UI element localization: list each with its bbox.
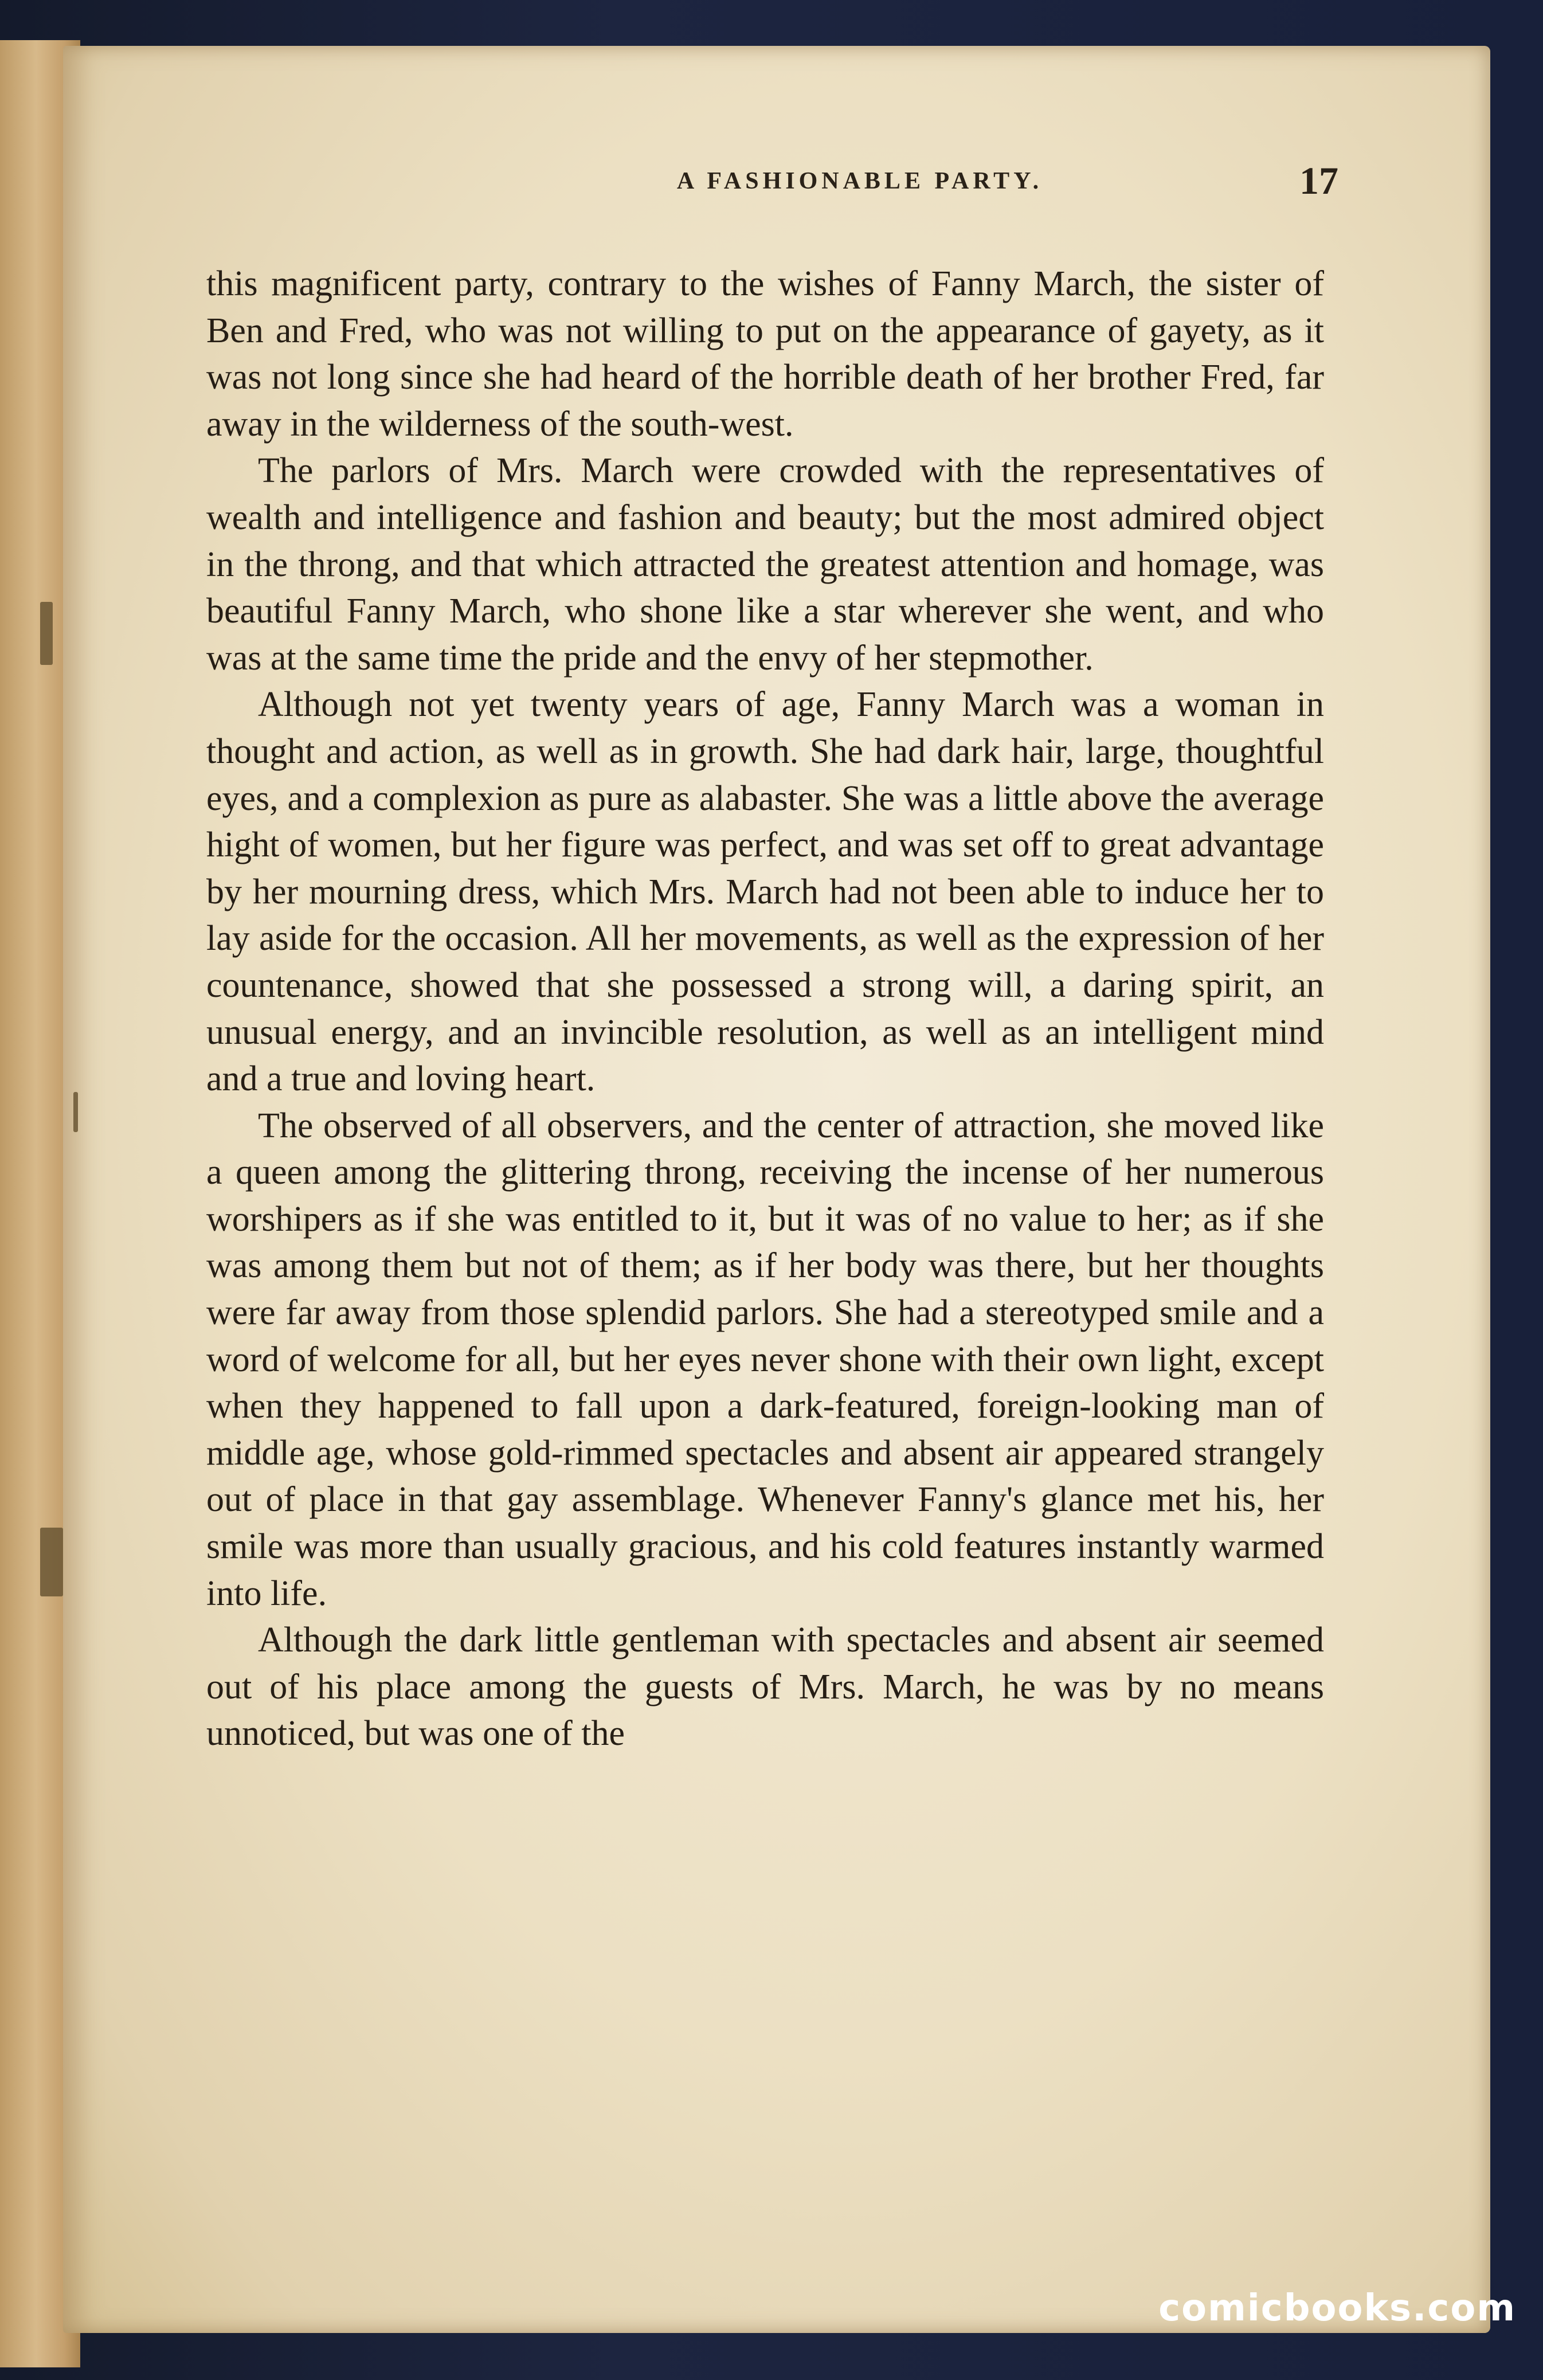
binding-stitch-mark bbox=[73, 1092, 78, 1132]
paragraph-1: this magnificent party, contrary to the wishes of Fanny March, the sister of Ben and Fred, who was not willing to put on the appearance of gayety, as it was not long since she had heard of the horrible death of her brother Fred, far away in the wilderness of the south-west. bbox=[206, 264, 1324, 444]
body-text bbox=[206, 261, 1324, 1757]
binding-stitch-lower bbox=[40, 1528, 63, 1596]
binding-stitch-upper bbox=[40, 602, 53, 665]
paragraph-3: Although not yet twenty years of age, Fanny March was a woman in thought and action, as well as in growth. She had dark hair, large, thoughtful eyes, and a complexion as pure as alabaster. She was a little above the average hight of women, but her figure was perfect, and was set off to great advantage by her mourning dress, which Mrs. March had not been able to induce her to lay aside for the occasion. All her movements, as well as the expression of her countenance, showed that she possessed a strong will, a daring spirit, an unusual energy, and an invincible resolution, as well as an intelligent mind and a true and loving heart. bbox=[206, 685, 1324, 1099]
running-head: A FASHIONABLE PARTY. bbox=[676, 168, 1043, 194]
paragraph-2: The parlors of Mrs. March were crowded with the representatives of wealth and intelligence and fashion and beauty; but the most admired object in the throng, and that which attracted the greatest attention and homage, was beautiful Fanny March, who shone like a star wherever she went, and who was at the same time the pride and the envy of her stepmother. bbox=[206, 451, 1324, 678]
paragraph-4: The observed of all observers, and the center of attraction, she moved like a queen among the glittering throng, receiving the incense of her numerous worshipers as if she was entitled to it, but it was of no value to her; as if she was among them but not of them; as if her body was there, but her thoughts were far away from those splendid parlors. She had a stereotyped smile and a word of welcome for all, but her eyes never shone with their own light, except when they happened to fall upon a dark-featured, foreign-looking man of middle age, whose gold-rimmed spectacles and absent air appeared strangely out of place in that gay assemblage. Whenever Fanny's glance met his, her smile was more than usually gracious, and his cold features instantly warmed into life. bbox=[206, 1106, 1324, 1613]
source-watermark: comicbooks.com bbox=[1158, 2287, 1516, 2330]
paragraph-5: Although the dark little gentleman with spectacles and absent air seemed out of his place among the guests of Mrs. March, he was by no means unnoticed, but was one of the bbox=[206, 1620, 1324, 1753]
page-number: 17 bbox=[1299, 159, 1338, 202]
